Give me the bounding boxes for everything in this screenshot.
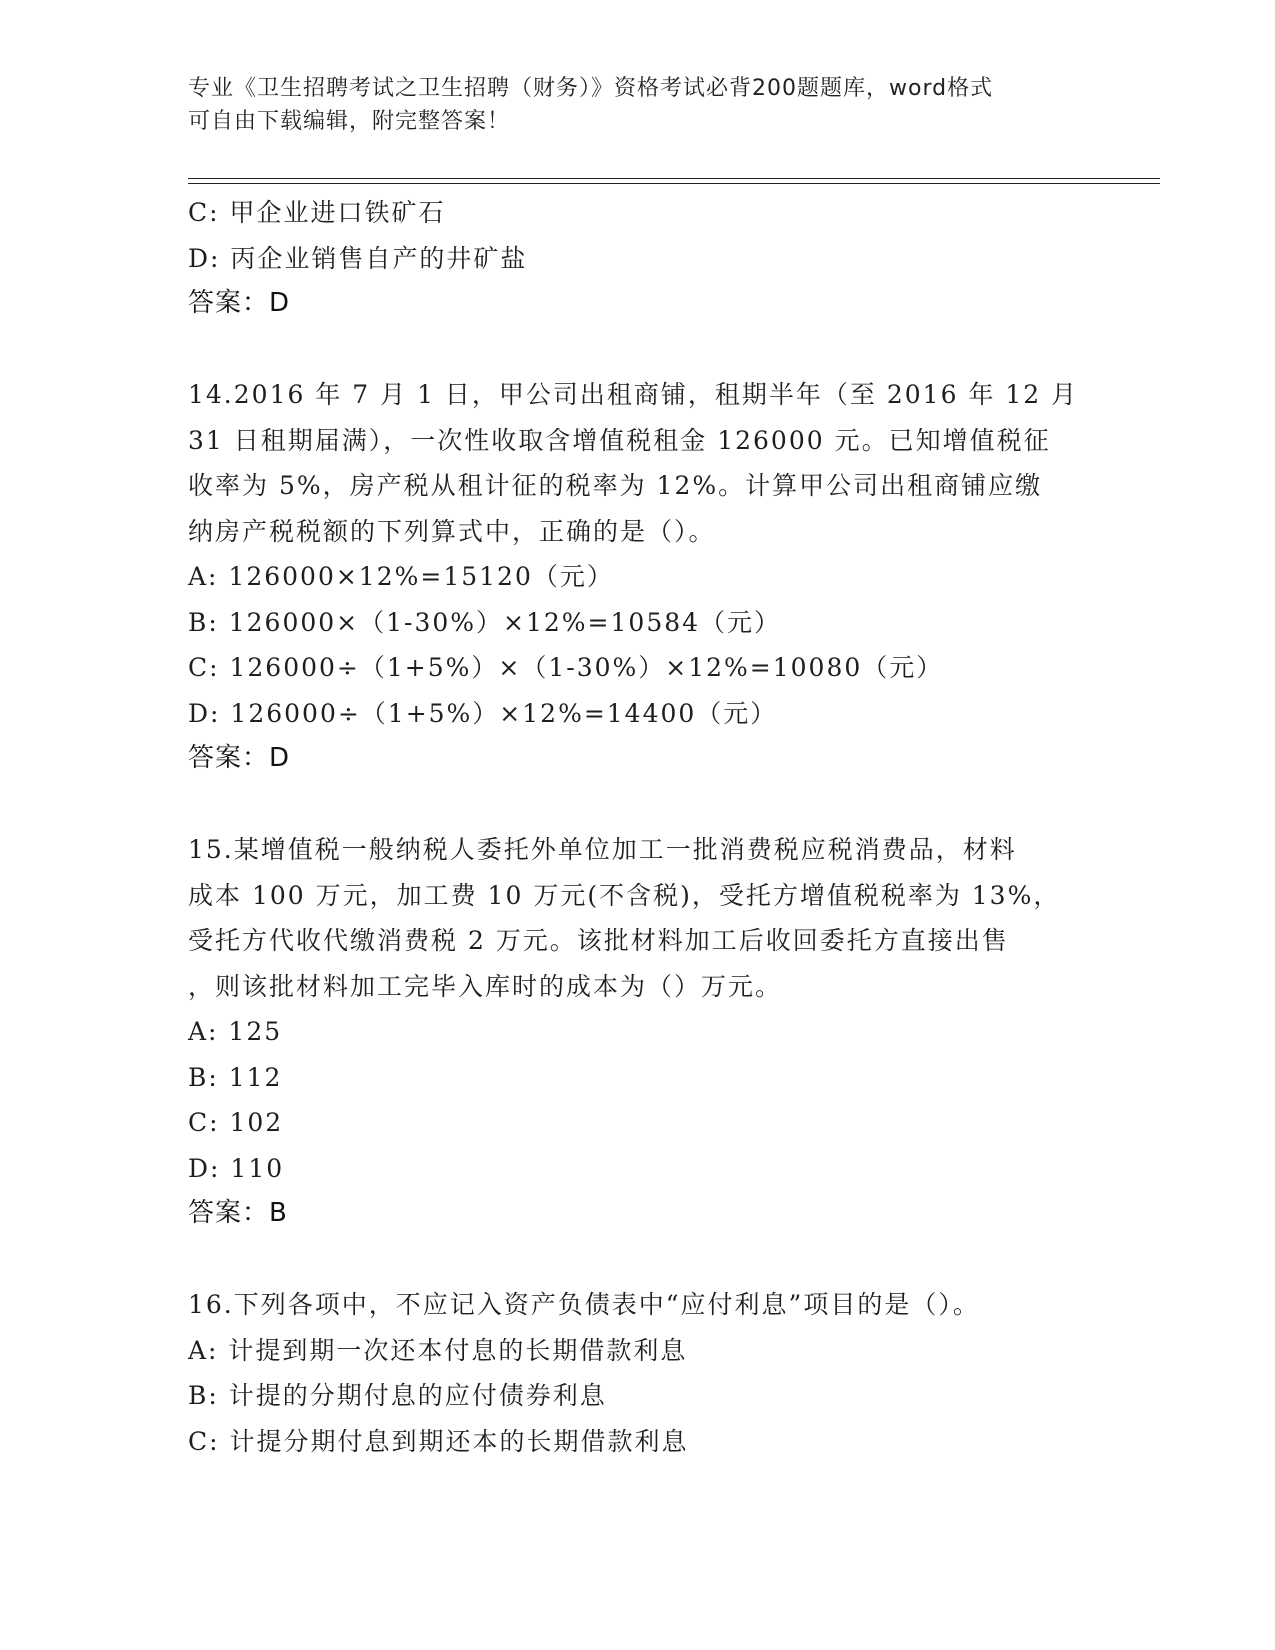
q16-stem-line: 16.下列各项中，不应记入资产负债表中“应付利息”项目的是（）。 — [188, 1290, 980, 1319]
q13-option-d: D: 丙企业销售自产的井矿盐 — [188, 243, 528, 273]
header-line-2: 可自由下载编辑，附完整答案！ — [188, 109, 511, 134]
q15-answer: 答案：B — [188, 1198, 288, 1228]
document-body — [188, 190, 1088, 1464]
q15-stem-line: 15.某增值税一般纳税人委托外单位加工一批消费税应税消费品，材料 — [188, 835, 1017, 864]
q14-answer: 答案：D — [188, 743, 291, 773]
q13-option-c: C: 甲企业进口铁矿石 — [188, 198, 446, 227]
q15-option-c: C: 102 — [188, 1108, 284, 1137]
q14-option-b: B: 126000×（1-30%）×12%=10584（元） — [188, 607, 782, 637]
q15-option-d: D: 110 — [188, 1153, 285, 1183]
spacer — [188, 327, 1088, 373]
header-divider-top — [188, 178, 1160, 179]
question-14 — [188, 372, 1088, 782]
spacer — [188, 1237, 1088, 1283]
q15-stem-line: ，则该批材料加工完毕入库时的成本为（）万元。 — [188, 971, 783, 1001]
q14-option-c: C: 126000÷（1+5%）×（1-30%）×12%=10080（元） — [188, 653, 944, 682]
q14-stem-line: 31 日租期届满），一次性收取含增值税租金 126000 元。已知增值税征 — [188, 425, 1051, 455]
document-header — [188, 72, 1068, 138]
q16-option-c: C: 计提分期付息到期还本的长期借款利息 — [188, 1426, 689, 1456]
q13-answer: 答案：D — [188, 288, 291, 318]
question-13-tail — [188, 190, 1088, 327]
question-16 — [188, 1282, 1088, 1464]
q15-stem-line: 成本 100 万元，加工费 10 万元(不含税)，受托方增值税税率为 13%， — [188, 880, 1061, 910]
header-divider-bottom — [188, 183, 1160, 184]
q15-option-a: A: 125 — [188, 1017, 283, 1046]
header-line-1: 专业《卫生招聘考试之卫生招聘（财务）》资格考试必背200题题库，word格式 — [188, 76, 994, 101]
q14-stem-line: 14.2016 年 7 月 1 日，甲公司出租商铺，租期半年（至 2016 年 12 月 — [188, 380, 1079, 409]
q15-option-b: B: 112 — [188, 1062, 283, 1092]
q14-stem-line: 收率为 5%，房产税从租计征的税率为 12%。计算甲公司出租商铺应缴 — [188, 471, 1043, 500]
q15-stem-line: 受托方代收代缴消费税 2 万元。该批材料加工后收回委托方直接出售 — [188, 926, 1009, 955]
q16-option-a: A: 计提到期一次还本付息的长期借款利息 — [188, 1335, 688, 1365]
question-15 — [188, 827, 1088, 1237]
q14-option-d: D: 126000÷（1+5%）×12%=14400（元） — [188, 698, 778, 728]
spacer — [188, 782, 1088, 828]
q16-option-b: B: 计提的分期付息的应付债券利息 — [188, 1381, 607, 1410]
q14-option-a: A: 126000×12%=15120（元） — [188, 562, 614, 591]
q14-stem-line: 纳房产税税额的下列算式中，正确的是（）。 — [188, 516, 716, 546]
